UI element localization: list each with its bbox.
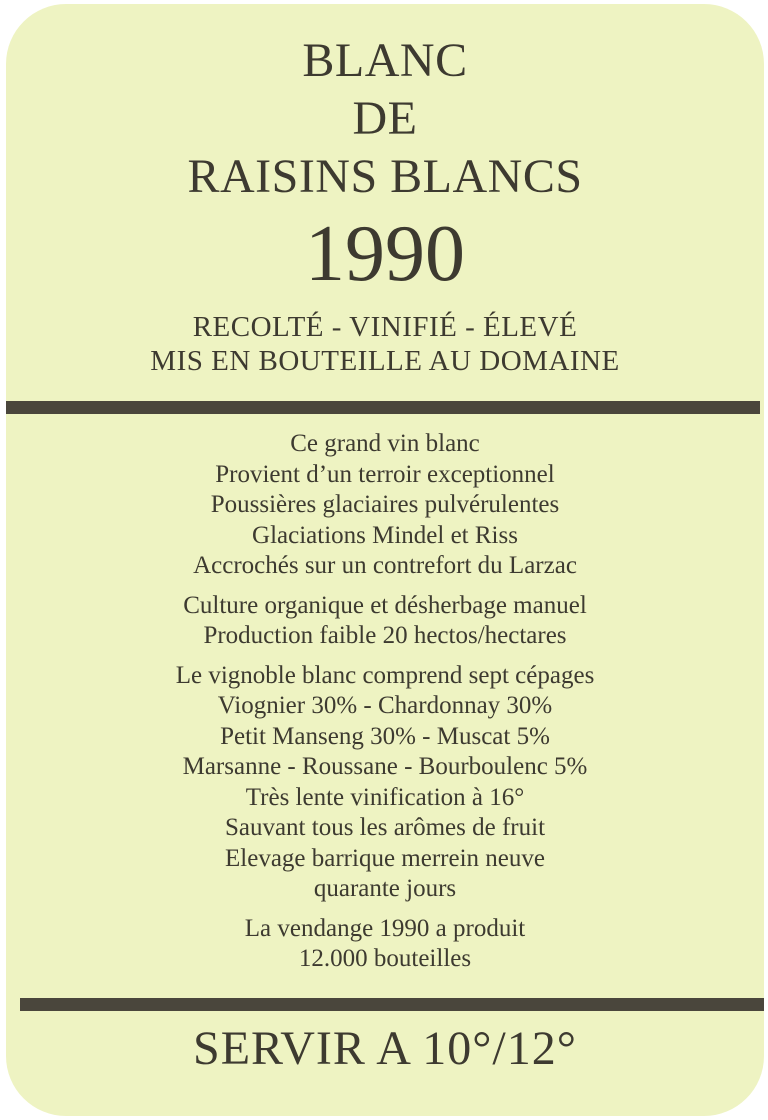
label-header	[6, 32, 764, 378]
subtitle-line-1: RECOLTÉ - VINIFIÉ - ÉLEVÉ	[192, 311, 578, 343]
text-line: Elevage barrique merrein neuve	[225, 844, 545, 872]
title-line-2: DE	[352, 92, 418, 145]
label-body	[6, 429, 764, 984]
text-line: Poussières glaciaires pulvérulentes	[210, 491, 560, 518]
text-line: 12.000 bouteilles	[298, 945, 472, 972]
serving-temperature: SERVIR A 10°/12°	[193, 1022, 577, 1075]
title-line-1: BLANC	[302, 34, 468, 87]
vintage-year: 1990	[305, 210, 465, 298]
title-line-3: RAISINS BLANCS	[187, 150, 583, 203]
paragraph-cepages	[6, 661, 764, 905]
text-line: Marsanne - Roussane - Bourboulenc 5%	[182, 753, 588, 780]
wine-label	[6, 4, 764, 1116]
text-line: Le vignoble blanc comprend sept cépages	[175, 661, 595, 689]
text-line: quarante jours	[313, 875, 457, 902]
text-line: La vendange 1990 a produit	[244, 914, 526, 942]
text-line: Très lente vinification à 16°	[245, 783, 525, 811]
subtitle-line-2: MIS EN BOUTEILLE AU DOMAINE	[150, 345, 620, 377]
text-line: Sauvant tous les arômes de fruit	[224, 814, 546, 841]
top-divider	[6, 401, 760, 414]
text-line: Viognier 30% - Chardonnay 30%	[217, 692, 553, 719]
text-line: Production faible 20 hectos/hectares	[203, 622, 567, 649]
paragraph-terroir	[6, 429, 764, 582]
bottom-divider	[20, 998, 764, 1011]
text-line: Provient d’un terroir exceptionnel	[215, 460, 555, 488]
paragraph-culture	[6, 591, 764, 652]
paragraph-vendange	[6, 914, 764, 975]
text-line: Culture organique et désherbage manuel	[183, 591, 587, 619]
text-line: Ce grand vin blanc	[290, 430, 480, 457]
text-line: Petit Manseng 30% - Muscat 5%	[220, 722, 550, 750]
text-line: Glaciations Mindel et Riss	[252, 521, 518, 549]
text-line: Accrochés sur un contrefort du Larzac	[193, 552, 577, 579]
